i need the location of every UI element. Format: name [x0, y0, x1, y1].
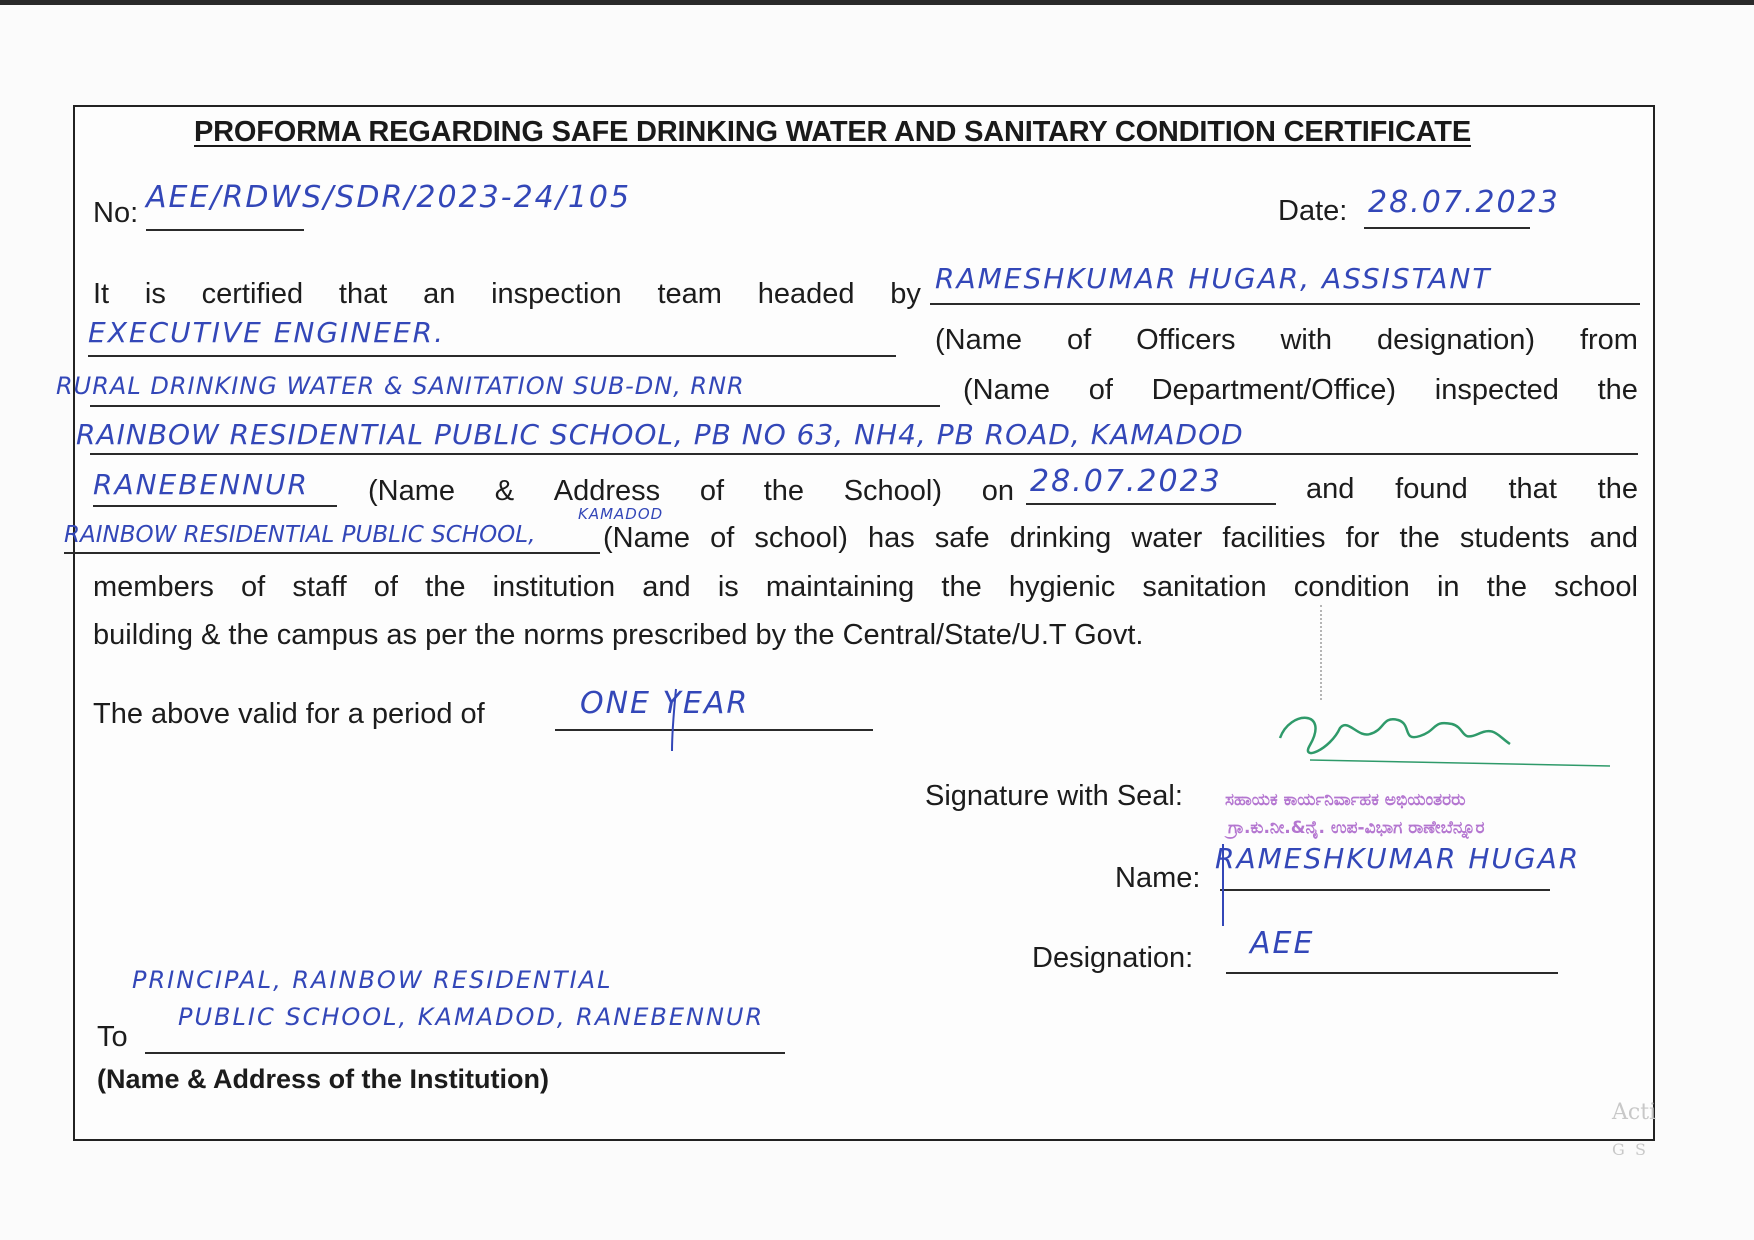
school-address-line-2-underline: [93, 505, 337, 507]
word: the: [763, 475, 805, 507]
certificate-line-1: [93, 278, 921, 311]
department-name: RURAL DRINKING WATER & SANITATION SUB-DN, RNR: [56, 372, 745, 400]
validity-value: ONE YEAR: [580, 686, 750, 721]
signature-label: Signature with Seal:: [925, 780, 1183, 812]
word: team: [657, 278, 722, 310]
word: of: [699, 475, 724, 507]
handwritten-signature: [1270, 690, 1620, 780]
date-line: [1364, 227, 1530, 229]
recipient-line-1: PRINCIPAL, RAINBOW RESIDENTIAL: [132, 966, 613, 994]
validity-underline: [555, 729, 873, 731]
name-underline: [1220, 889, 1550, 891]
department-underline: [90, 405, 940, 407]
name-value: RAMESHKUMAR HUGAR: [1215, 842, 1581, 875]
school-address-line-2: RANEBENNUR: [93, 468, 309, 501]
word: designation): [1376, 324, 1535, 356]
validity-label: The above valid for a period of: [93, 698, 485, 730]
word: the: [1597, 374, 1638, 406]
scan-artifact: G S: [1612, 1140, 1646, 1159]
word: found: [1395, 473, 1468, 505]
school-name-insert: KAMADOD: [578, 505, 664, 523]
certificate-line-3: [963, 374, 1638, 407]
word: It: [93, 278, 110, 310]
word: (Name: [368, 475, 456, 507]
school-name-underline: [64, 552, 600, 554]
word: inspection: [491, 278, 622, 310]
date-value: 28.07.2023: [1368, 185, 1560, 220]
certificate-line-2: [935, 324, 1638, 357]
word: from: [1579, 324, 1638, 356]
word: by: [890, 278, 921, 310]
word: School): [843, 475, 943, 507]
officer-name-line-2: EXECUTIVE ENGINEER.: [88, 316, 445, 349]
validity-stroke: [660, 685, 690, 755]
certificate-line-7: members of staff of the institution and is maintaining the hygienic sanitation condition in the school: [93, 571, 1638, 603]
to-label: To: [97, 1021, 128, 1053]
word: inspected: [1434, 374, 1559, 406]
word: and: [1306, 473, 1355, 505]
inspection-date: 28.07.2023: [1030, 464, 1222, 499]
reference-number-value: AEE/RDWS/SDR/2023-24/105: [146, 180, 632, 215]
word: on: [981, 475, 1014, 507]
certificate-line-5-end: [1306, 473, 1638, 506]
date-label: Date:: [1278, 195, 1348, 227]
word: the: [1597, 473, 1638, 505]
reference-number-label: No:: [93, 197, 139, 229]
inspection-date-underline: [1026, 503, 1276, 505]
recipient-underline: [145, 1052, 785, 1054]
word: of: [1088, 374, 1113, 406]
certificate-line-8: building & the campus as per the norms prescribed by the Central/State/U.T Govt.: [93, 619, 1144, 651]
certificate-title: PROFORMA REGARDING SAFE DRINKING WATER AND SANITARY CONDITION CERTIFICATE: [194, 116, 1471, 148]
school-name: RAINBOW RESIDENTIAL PUBLIC SCHOOL,: [64, 522, 536, 548]
word: headed: [757, 278, 855, 310]
scan-artifact: [1320, 605, 1322, 700]
word: that: [1508, 473, 1557, 505]
word: certified: [201, 278, 304, 310]
officer-name-line-1: RAMESHKUMAR HUGAR, ASSISTANT: [935, 262, 1492, 295]
word: is: [144, 278, 166, 310]
designation-underline: [1226, 972, 1558, 974]
official-seal-line-1: ಸಹಾಯಕ ಕಾರ್ಯನಿರ್ವಾಹಕ ಅಭಿಯಂತರರು: [1225, 790, 1466, 810]
school-address-line-1: RAINBOW RESIDENTIAL PUBLIC SCHOOL, PB NO 63, NH4, PB ROAD, KAMADOD: [76, 418, 1244, 451]
scan-artifact: Acti: [1612, 1100, 1657, 1125]
scan-top-edge: [0, 0, 1754, 5]
word: (Name: [935, 324, 1023, 356]
word: (Name: [963, 374, 1051, 406]
word: an: [423, 278, 456, 310]
recipient-line-2: PUBLIC SCHOOL, KAMADOD, RANEBENNUR: [178, 1003, 765, 1031]
certificate-line-5: [368, 475, 1014, 508]
officer-line-1-underline: [930, 303, 1640, 305]
word: Department/Office): [1151, 374, 1397, 406]
word: with: [1280, 324, 1333, 356]
word: of: [1066, 324, 1092, 356]
word: Address: [553, 475, 661, 507]
officer-line-2-underline: [88, 355, 896, 357]
word: that: [338, 278, 388, 310]
word: Officers: [1136, 324, 1236, 356]
designation-value: AEE: [1250, 926, 1315, 961]
recipient-caption: (Name & Address of the Institution): [97, 1064, 550, 1094]
name-stroke: [1215, 840, 1235, 930]
designation-label: Designation:: [1032, 942, 1194, 974]
official-seal-line-2: ಗ್ರಾ.ಕು.ನೀ.&ನೈ. ಉಪ-ವಿಭಾಗ ರಾಣೇಬೆನ್ನೂರ: [1228, 818, 1485, 838]
reference-number-line: [146, 229, 304, 231]
word: &: [494, 475, 515, 507]
name-label: Name:: [1115, 862, 1201, 894]
school-address-underline: [90, 453, 1638, 455]
certificate-line-6: (Name of school) has safe drinking water facilities for the students and: [603, 522, 1638, 554]
